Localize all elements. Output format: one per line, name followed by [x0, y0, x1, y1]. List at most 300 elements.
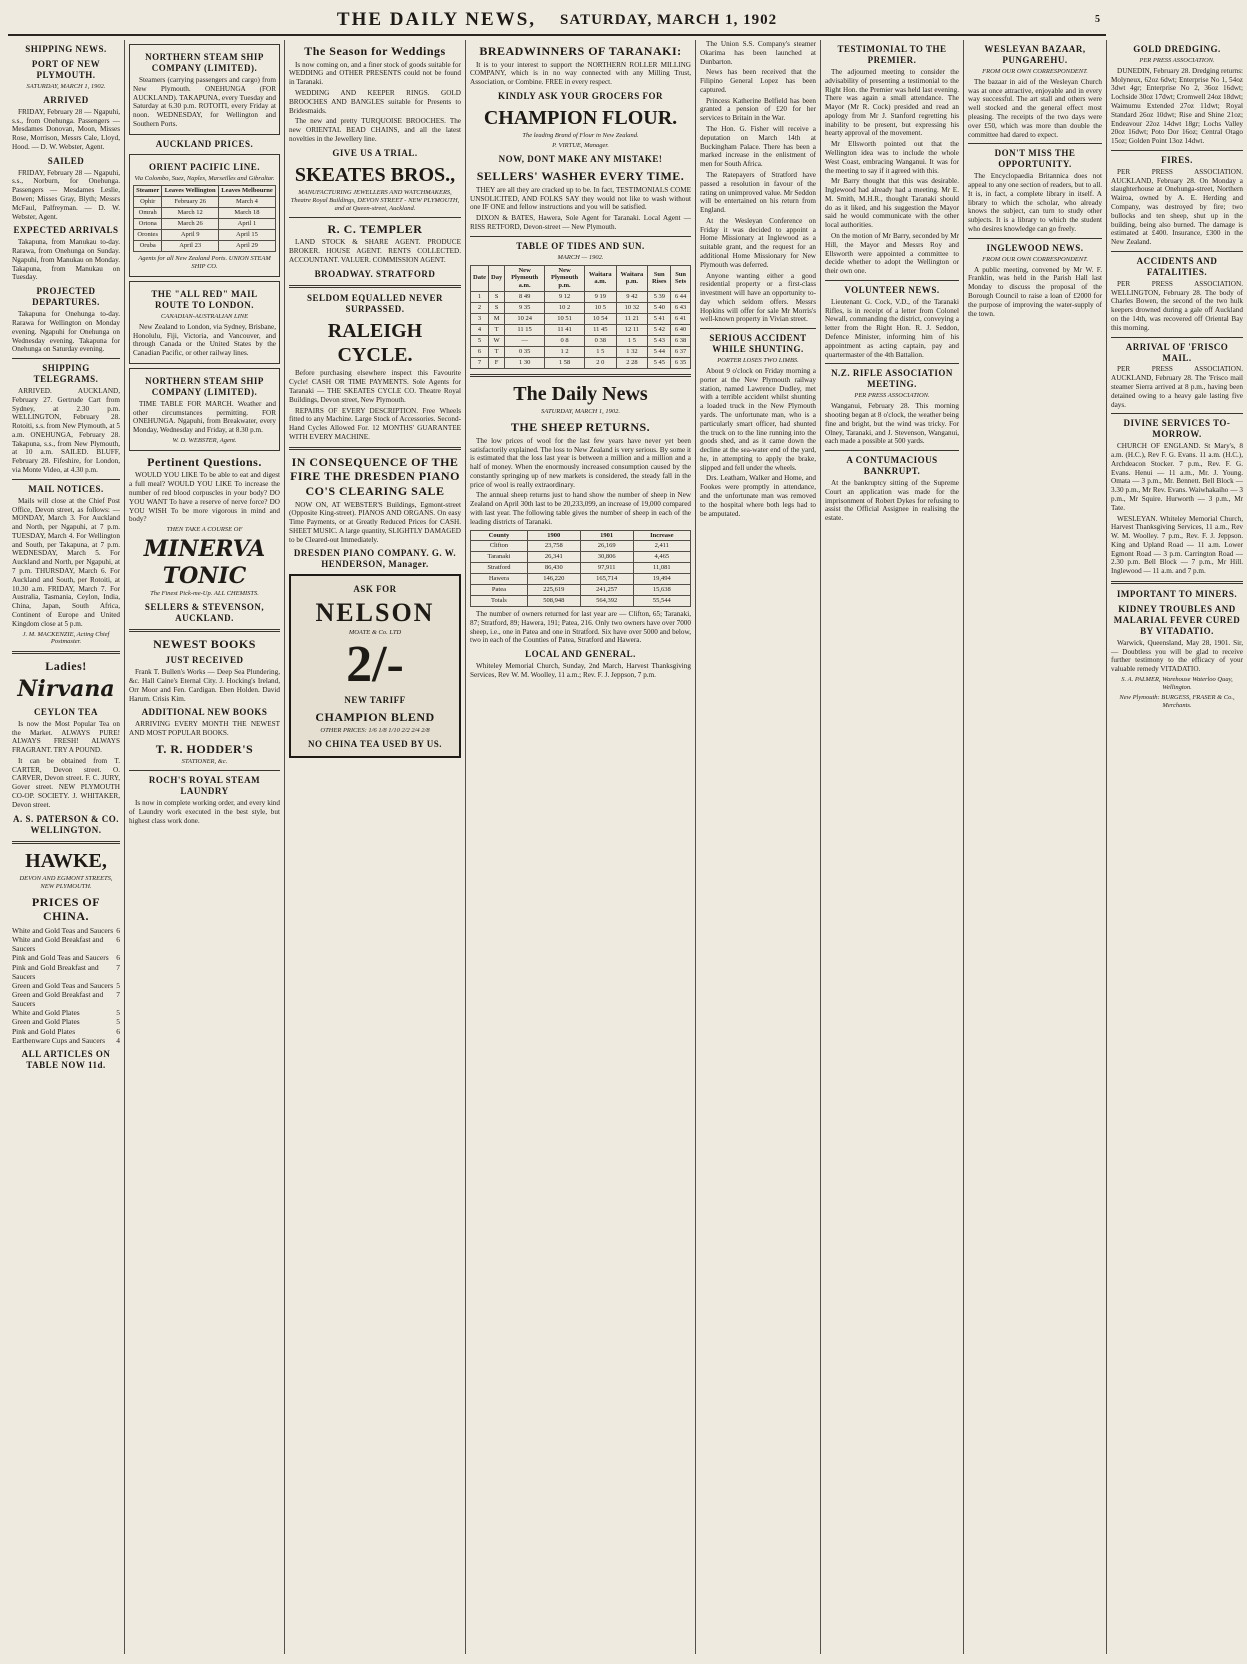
divider — [12, 358, 120, 359]
table-cell: S — [489, 303, 505, 314]
table-cell: 10 54 — [585, 314, 617, 325]
table-row — [471, 596, 691, 607]
table-cell: February 26 — [162, 197, 219, 208]
table-cell: April 23 — [162, 241, 219, 252]
table-cell: 5 39 — [648, 292, 671, 303]
table-row — [471, 303, 691, 314]
price-row — [12, 1017, 120, 1026]
orient-route: Via Colombo, Suez, Naples, Marseilles and Gibraltar. — [134, 174, 275, 182]
ladies-heading: Ladies! — [45, 659, 87, 674]
column-2 — [125, 40, 285, 1654]
northern-text: TIME TABLE FOR MARCH. Weather and other circumstances permitting. FOR ONEHUNGA. Ngapuhi, from Breakwater, every Monday, Wednesday and Friday, at 8.30 p.m. — [133, 399, 276, 435]
sheep-returns-text-3: The number of owners returned for last year are — Clifton, 65; Taranaki, 87; Stratford, 89; Hawera, 191; Patea, 216. Only two owners have over 7000 sheep, i.e., one in Patea and one in Stratford. Six have over 5000 and below, two in each of the Counties of Patea, Stratford and Hawera. — [470, 609, 691, 645]
price-item: Earthenware Cups and Saucers — [12, 1035, 106, 1045]
breadwinners-heading: BREADWINNERS OF TARANAKI: — [479, 44, 682, 58]
price-item: Green and Gold Teas and Saucers — [12, 980, 114, 990]
testimonial-text-4: On the motion of Mr Barry, seconded by Mr Hill, the Mayor and Messrs Roy and Ellsworth were appointed a committee to decide whether to adopt the Wellington or their own one. — [825, 232, 959, 276]
table-cell: Orontes — [134, 230, 162, 241]
postmaster-signature: J. M. MACKENZIE, Acting Chief Postmaster. — [22, 630, 110, 646]
local-heading: LOCAL AND GENERAL. — [525, 649, 636, 660]
price-row — [12, 990, 120, 1008]
arrived-heading: ARRIVED — [43, 94, 89, 105]
table-cell: 1 32 — [616, 346, 648, 357]
table-cell: March 12 — [162, 208, 219, 219]
miners-text: Warwick, Queensland, May 28, 1901. Sir, — Doubtless you will be glad to receive further testimony to the efficacy of your valuable remedy VITADATIO. — [1111, 638, 1243, 674]
china-heading: PRICES OF CHINA. — [31, 894, 101, 924]
skeates-sub: MANUFACTURING JEWELLERS AND WATCHMAKERS, Theatre Royal Buildings, DEVON STREET - NEW PLYMOUTH, and at Queen-street, Auckland. — [290, 189, 460, 212]
mail-heading: MAIL NOTICES. — [28, 483, 104, 494]
news-item: Anyone wanting either a good residential property or a first-class investment will have an opportunity to-day which seldom offers. Messrs Hopkins will offer for sale Mr Morris's well-known property in Vivian street. — [700, 271, 816, 324]
divider — [12, 841, 120, 844]
price-item: Pink and Gold Plates — [12, 1026, 76, 1036]
table-row — [471, 563, 691, 574]
divider — [289, 285, 461, 288]
table-cell: 5 44 — [648, 346, 671, 357]
table-cell: 9 12 — [545, 292, 585, 303]
table-cell: 0 8 — [545, 336, 585, 347]
ceylon-tea: CEYLON TEA — [33, 706, 99, 717]
table-cell: March 4 — [218, 197, 275, 208]
price-item: Green and Gold Plates — [12, 1017, 80, 1027]
nirvana-logo: Nirvana — [17, 675, 115, 702]
sailed-heading: SAILED — [47, 155, 85, 166]
steamship-heading: NORTHERN STEAM SHIP COMPANY (LIMITED). — [145, 52, 264, 73]
table-header-cell: 1900 — [527, 530, 580, 541]
table-cell: Taranaki — [471, 552, 528, 563]
table-cell: Patea — [471, 585, 528, 596]
sellers-text: THEY are all they are cracked up to be. In fact, TESTIMONIALS COME UNSOLICITED, AND FOLKS SAY they would not like to wash without one IF ONE and fellow instructions and you will be satisfied. — [470, 185, 691, 212]
table-cell: T — [489, 325, 505, 336]
table-header-cell: Leaves Wellington — [162, 186, 219, 197]
table-header-cell: Leaves Melbourne — [218, 186, 275, 197]
testimonial-text-3: Mr Barry thought that this was desirable. Inglewood had already had a meeting. Mr E. M. Smith, M.H.R., thought Taranaki should do as it liked, and his suggestion the Mayor said he would communicate with the other local authorities. — [825, 177, 959, 230]
orient-heading: ORIENT PACIFIC LINE. — [149, 161, 260, 172]
divider — [1111, 150, 1243, 151]
table-cell: 5 43 — [648, 336, 671, 347]
all-red-subheading: CANADIAN-AUSTRALIAN LINE — [160, 312, 249, 320]
nelson-tariff: NEW TARIFF — [344, 695, 406, 706]
hawke-heading: HAWKE, — [25, 849, 107, 872]
expected-text: Takapuna, from Manukau to-day. Rarawa, from Onehunga on Sunday. Ngapuhi, from Manukau on Monday. Takapuna, from Manukau on Tuesday. — [12, 238, 120, 282]
testimonial-text-2: Mr Ellsworth pointed out that the Wellington idea was to include the whole West Coast, embracing Wanganui. It was for the meeting to say if it agreed with this. — [825, 140, 959, 175]
accidents-text: PER PRESS ASSOCIATION. WELLINGTON, February 28. The body of Charles Bowen, the second of the two hulk keepers drowned during a gale off Auckland on the 14th, was recovered off Oriental Bay this morning. — [1111, 279, 1243, 332]
miners-signature: S. A. PALMER, Warehouse Waterloo Quay, Wellington. — [1121, 676, 1233, 691]
table-cell: 11 21 — [616, 314, 648, 325]
table-cell: 3 — [471, 314, 489, 325]
hawke-address: DEVON AND EGMONT STREETS, NEW PLYMOUTH. — [19, 874, 113, 890]
frisco-text: PER PRESS ASSOCIATION. AUCKLAND, February 28. The 'Frisco mail steamer Sierra arrived at 8 p.m., having been detained owing to a heavy gale lasting five days. — [1111, 365, 1243, 409]
agents-text: It can be obtained from T. CARTER, Devon street. O. CARVER, Devon street. F. C. JURY, Gover street. NEW PLYMOUTH CO-OP. SOCIETY. J. WHITAKER, Devon street. — [12, 756, 120, 809]
table-cell: 1 5 — [585, 346, 617, 357]
books-subheading: JUST RECEIVED — [165, 655, 244, 666]
templer-heading: R. C. TEMPLER — [327, 221, 423, 236]
table-cell: S — [489, 292, 505, 303]
table-cell: 6 44 — [671, 292, 691, 303]
table-cell: Hawera — [471, 574, 528, 585]
price-row — [12, 981, 120, 990]
nelson-company: MOATE & Co. LTD — [348, 629, 402, 637]
table-header-cell: 1901 — [580, 530, 633, 541]
sheep-returns-heading: THE SHEEP RETURNS. — [510, 420, 651, 435]
table-row — [471, 292, 691, 303]
pertinent-heading: Pertinent Questions. — [147, 454, 262, 469]
additional-books-text: ARRIVING EVERY MONTH THE NEWEST AND MOST POPULAR BOOKS. — [129, 720, 280, 738]
bankrupt-heading: A CONTUMACIOUS BANKRUPT. — [846, 455, 938, 477]
table-cell: 11 45 — [585, 325, 617, 336]
price-row — [12, 963, 120, 981]
divider — [1111, 413, 1243, 414]
nelson-prices: OTHER PRICES: 1/6 1/8 1/10 2/2 2/4 2/8 — [320, 726, 430, 734]
table-cell: 165,714 — [580, 574, 633, 585]
price-value: 5 — [116, 1008, 120, 1018]
table-cell: March 26 — [162, 219, 219, 230]
table-cell: 10 5 — [585, 303, 617, 314]
piano-heading: IN CONSEQUENCE OF THE FIRE THE DRESDEN PIANO CO'S CLEARING SALE — [290, 454, 460, 498]
breadwinners-text: It is to your interest to support the NORTHERN ROLLER MILLING COMPANY, which is in no way connected with any Milling Trust, Association, or Combine. FREE in every respect. — [470, 60, 691, 87]
opportunity-text: The Encyclopaedia Britannica does not appeal to any one section of readers, but to all. It is, in fact, a complete library in itself. A library to which the scholar, who already knows the subject, can turn to study other subjects. It is a library to which the student who desires knowledge can go freely. — [968, 172, 1102, 233]
news-item: At the Wesleyan Conference on Friday it was decided to appoint a Home Missionary at Inglewood as a suitable grant, and the request for an additional Home Missionary for New Plymouth was deferred. — [700, 216, 816, 269]
union-agents: Agents for all New Zealand Ports. UNION STEAM SHIP CO. — [138, 255, 271, 270]
table-cell: 12 11 — [616, 325, 648, 336]
table-cell: 5 40 — [648, 303, 671, 314]
news-item: News has been received that the Filipino General Lopez has been captured. — [700, 68, 816, 94]
price-item: Green and Gold Breakfast and Saucers — [12, 990, 104, 1009]
wedding-rings-text: WEDDING AND KEEPER RINGS. GOLD BROOCHES AND BANGLES suitable for Presents to Bridesmaids. — [289, 88, 461, 115]
table-cell: 2 0 — [585, 357, 617, 368]
miners-heading: IMPORTANT TO MINERS. — [1116, 589, 1238, 600]
table-cell: 225,619 — [527, 585, 580, 596]
all-red-ad — [129, 281, 280, 364]
northern-signature: W. D. WEBSTER, Agent. — [172, 436, 237, 444]
accident-heading: SERIOUS ACCIDENT WHILE SHUNTING. — [709, 333, 807, 355]
bazaar-heading: WESLEYAN BAZAAR, PUNGAREHU. — [984, 44, 1086, 65]
table-cell: 10 2 — [545, 303, 585, 314]
table-cell: 15,638 — [633, 585, 690, 596]
table-cell: 6 38 — [671, 336, 691, 347]
table-cell: 6 35 — [671, 357, 691, 368]
gold-text: DUNEDIN, February 28. Dredging returns: Molyneux, 62oz 6dwt; Enterprise No 1, 54oz 3dwt 4gr; Enterprise No 2, 36oz 16dwt; Lochside 30oz 17dwt; Cromwell 24oz 18dwt; Waimumu Extended 27oz 11dwt; Royal Standard 26oz 10dwt; Rise and Shine 21oz; Endeavour 22oz 14dwt 18gr; Lochs Valley 20oz 16dwt; Poto Dor 16oz; Central Otago 15oz; Golden Point 13oz 14dwt. — [1111, 66, 1243, 146]
table-cell: 5 45 — [648, 357, 671, 368]
table-row — [134, 208, 276, 219]
raleigh-pre: SELDOM EQUALLED NEVER SURPASSED. — [306, 292, 444, 314]
divider — [12, 651, 120, 654]
bazaar-text: The bazaar in aid of the Wesleyan Church was at once attractive, enjoyable and in every way successful. The art stall and others were well stocked and the general effect most pleasing. The receipts of the two days were over £50, which was more than double the committee had dared to expect. — [968, 77, 1102, 139]
table-row — [134, 219, 276, 230]
testimonial-heading: TESTIMONIAL TO THE PREMIER. — [837, 44, 947, 65]
divider — [1111, 337, 1243, 338]
table-cell: 11 15 — [505, 325, 545, 336]
table-row — [471, 357, 691, 368]
price-item: White and Gold Plates — [12, 1008, 80, 1018]
table-cell: Ortona — [134, 219, 162, 230]
table-row — [471, 585, 691, 596]
china-footer: ALL ARTICLES ON TABLE NOW 11d. — [21, 1048, 111, 1070]
table-cell: 5 42 — [648, 325, 671, 336]
champion-signature: P. VIRTUE, Manager. — [552, 142, 609, 150]
table-header-cell: New Plymouth p.m. — [545, 265, 585, 292]
accidents-heading: ACCIDENTS AND FATALITIES. — [1136, 255, 1218, 277]
table-cell: 6 43 — [671, 303, 691, 314]
table-cell: 2 — [471, 303, 489, 314]
table-cell: March 18 — [218, 208, 275, 219]
pertinent-text: WOULD YOU LIKE To be able to eat and digest a full meal? WOULD YOU LIKE To increase the number of red blood corpuscles in your body? DO YOU WANT To have a reserve of nerve force? DO YOU WISH To be more vigorous in mind and body? — [129, 471, 280, 524]
table-cell: 146,220 — [527, 574, 580, 585]
divine-text-2: WESLEYAN. Whiteley Memorial Church, Harvest Thanksgiving Services, 11 a.m., Rev W. M. Woolley. 7 p.m., Rev. F. J. Jeppson. King and Upland Road — 11 a.m. Lower Egmont Road — 3 p.m. Carrington Road — 2.30 p.m. Bell Block — 7 p.m., Mr Hill. Inglewood — 11 a.m. and 7 p.m. — [1111, 514, 1243, 576]
divider — [470, 374, 691, 377]
table-cell: 7 — [471, 357, 489, 368]
table-header-cell: County — [471, 530, 528, 541]
table-cell: 55,544 — [633, 596, 690, 607]
inglewood-text: A public meeting, convened by Mr W. F. Franklin, was held in the Parish Hall last Monday to discuss the proposal of the Borough Council to raise a loan of £2000 for the purpose of improving the water-supply of the town. — [968, 265, 1102, 318]
divider — [825, 280, 959, 281]
nelson-logo: NELSON — [315, 598, 435, 628]
price-value: 4 — [116, 1035, 120, 1045]
northern-heading: NORTHERN STEAM SHIP COMPANY (LIMITED). — [145, 375, 264, 397]
table-cell: 1 2 — [545, 346, 585, 357]
table-cell: T — [489, 346, 505, 357]
additional-books-heading: ADDITIONAL NEW BOOKS — [141, 707, 268, 718]
china-price-list — [12, 926, 120, 1045]
mistake-heading: NOW, DONT MAKE ANY MISTAKE! — [498, 154, 663, 165]
price-row — [12, 953, 120, 962]
bankrupt-text: At the bankruptcy sitting of the Supreme Court an application was made for the imprisonment of Robert Dykes for refusing to assist the Official Assignee in realising the estate. — [825, 479, 959, 523]
table-cell: 23,758 — [527, 541, 580, 552]
divider — [1111, 581, 1243, 584]
volunteer-text: Lieutenant G. Cock, V.D., of the Taranaki Rifles, is in receipt of a letter from Colonel Newall, commanding the district, conveying a letter from the Right Hon. R. J. Seddon, Defence Minister, informing him of his appointment as acting captain, pay and quartermaster of the 4th Battalion. — [825, 297, 959, 359]
price-item: White and Gold Teas and Saucers — [12, 926, 114, 936]
price-value: 7 — [116, 962, 120, 972]
accident-text: About 9 o'clock on Friday morning a porter at the New Plymouth railway station, named Lawrence Dudley, met with a terrible accident whilst shunting a loaded truck in the New Plymouth yards. The unfortunate man, who is a particularly smart officer, had shunted the truck on to the line running into the goods shed, and as it came down the decline at the sea-water end of the yard, he, in attempting to apply the brake, slipped and fell under the wheels. — [700, 367, 816, 472]
table-cell: F — [489, 357, 505, 368]
sheep-returns-text-2: The annual sheep returns just to hand show the number of sheep in New Zealand on April 30th last to be 20,233,099, an increase of 19,000 compared with last year. The following table gives the number of sheep in each of the leading districts of Taranaki. — [470, 491, 691, 526]
table-row — [471, 574, 691, 585]
table-cell: 6 — [471, 346, 489, 357]
table-cell: Totals — [471, 596, 528, 607]
steamship-text: Steamers (carrying passengers and cargo) from New Plymouth. ONEHUNGA (FOR AUCKLAND). TAKAPUNA, every Tuesday and Saturday at 6.30 p.m. ROTOITI, every Friday at noon. WEDNESDAY, for Wellington and Southern Ports. — [133, 75, 276, 128]
local-text: Whiteley Memorial Church, Sunday, 2nd March, Harvest Thanksgiving Services, Rev W. M. Woolley, 11 a.m.; Rev. F. J. Jeppson, 7 p.m. — [470, 662, 691, 679]
divider — [289, 217, 461, 218]
table-cell: 2,411 — [633, 541, 690, 552]
table-cell: 1 58 — [545, 357, 585, 368]
price-row — [12, 1027, 120, 1036]
nelson-price-figure: 2/- — [346, 636, 404, 694]
price-value: 5 — [116, 1017, 120, 1027]
table-cell: 1 5 — [616, 336, 648, 347]
nelson-footer: NO CHINA TEA USED BY US. — [307, 738, 443, 749]
minerva-signature: SELLERS & STEVENSON, AUCKLAND. — [144, 601, 265, 623]
table-cell: April 1 — [218, 219, 275, 230]
price-value: 6 — [116, 926, 120, 936]
sellers-heading: SELLERS' WASHER EVERY TIME. — [476, 169, 685, 184]
news-item: The Ratepayers of Stratford have passed a resolution in favour of the rating on unimproved value. Mr Seddon will be entertained on his return from England. — [700, 170, 816, 215]
daily-news-date: SATURDAY, MARCH 1, 1902. — [541, 408, 620, 416]
price-item: White and Gold Breakfast and Saucers — [12, 935, 104, 954]
books-text: Frank T. Bullen's Works — Deep Sea Plundering, &c. Hall Caine's Eternal City. J. Hocking's Ireland, Orr Moor and Fen. Cardigan. Eben Holden. David Harum. Crisis Kim. — [129, 668, 280, 703]
nelson-blend: CHAMPION BLEND — [315, 709, 435, 724]
table-header-cell: Waitara p.m. — [616, 265, 648, 292]
daily-news-banner: The Daily News — [513, 382, 648, 405]
table-row — [471, 346, 691, 357]
laundry-heading: ROCH'S ROYAL STEAM LAUNDRY — [148, 775, 261, 797]
inglewood-subheading: FROM OUR OWN CORRESPONDENT. — [982, 255, 1088, 263]
orient-timetable — [133, 185, 276, 252]
price-value: 7 — [116, 990, 120, 999]
table-cell: 4 — [471, 325, 489, 336]
column-4 — [466, 40, 696, 1654]
divine-text: CHURCH OF ENGLAND. St Mary's, 8 a.m. (H.C.), Rev F. G. Evans. 11 a.m. (H.C.), Archdeacon Stocker. 7 p.m., Rev. F. G. Evans. Henui — 11 a.m., Mr. J. Young. Omata — 3 p.m., Mr. Bennett. Bell Block — 3.30 p.m., Mr Rev. Evans. Waiwhakaiho — 3 p.m., Mr Squire. Hurworth — 3 p.m., Mr Tate. — [1111, 442, 1243, 512]
weddings-text: Is now coming on, and a finer stock of goods suitable for WEDDING and OTHER PRESENTS could not be found in Taranaki. — [289, 60, 461, 87]
table-row — [471, 336, 691, 347]
kindly-ask: KINDLY ASK YOUR GROCERS FOR — [497, 90, 664, 101]
champion-text: The leading Brand of Flour in New Zealand. — [522, 132, 639, 140]
table-cell: 26,169 — [580, 541, 633, 552]
table-cell: 0 38 — [585, 336, 617, 347]
divider — [129, 770, 280, 771]
table-cell: 5 — [471, 336, 489, 347]
champion-flour: CHAMPION FLOUR. — [483, 106, 678, 129]
column-1 — [8, 40, 125, 1654]
table-cell: 10 51 — [545, 314, 585, 325]
page-number: 5 — [1095, 14, 1100, 25]
arrived-text: FRIDAY, February 28 — Ngapuhi, s.s., from Onehunga. Passengers — Mesdames Donovan, Moon, Misses Rose, Morrison, Messrs Cale, Lloyd, Hood. — D. W. Webster, Agent. — [12, 107, 120, 151]
price-value: 6 — [116, 1026, 120, 1036]
inglewood-heading: INGLEWOOD NEWS. — [986, 242, 1084, 253]
divider — [825, 450, 959, 451]
table-cell: April 9 — [162, 230, 219, 241]
all-red-text: New Zealand to London, via Sydney, Brisbane, Honolulu, Fiji, Victoria, and Vancouver, and through Canada or the United States by the Canadian Pacific, or other railway lines. — [133, 322, 276, 358]
divider — [289, 447, 461, 450]
steamship-ad — [129, 44, 280, 135]
dixon-text: DIXON & BATES, Hawera, Sole Agent for Taranaki. Local Agent — RISS RETFORD, Devon-street — New Plymouth. — [470, 214, 691, 231]
table-cell: 11,081 — [633, 563, 690, 574]
table-row — [471, 325, 691, 336]
sailed-text: FRIDAY, February 28 — Ngapuhi, s.s., Norburn, for Onehunga. Passengers — Mesdames Leslie, Bowen; Misses Gray, Blyth; Messrs McFaul, Palfreyman. — D. W. Webster, Agent. — [12, 168, 120, 221]
bazaar-subheading: FROM OUR OWN CORRESPONDENT. — [982, 67, 1088, 75]
table-cell: 19,494 — [633, 574, 690, 585]
divider — [968, 238, 1102, 239]
northern-steam-ad — [129, 368, 280, 451]
price-item: Pink and Gold Teas and Saucers — [12, 953, 109, 963]
table-cell: 9 42 — [616, 292, 648, 303]
table-header-cell: Sun Sets — [671, 265, 691, 292]
table-row — [471, 541, 691, 552]
gold-subheading: PER PRESS ASSOCIATION. — [1139, 56, 1215, 64]
volunteer-heading: VOLUNTEER NEWS. — [844, 284, 940, 295]
table-row — [134, 241, 276, 252]
table-row — [471, 552, 691, 563]
column-6 — [821, 40, 964, 1654]
table-cell: 86,430 — [527, 563, 580, 574]
masthead — [8, 6, 1106, 36]
books-heading: NEWEST BOOKS — [153, 636, 256, 651]
table-cell: April 29 — [218, 241, 275, 252]
table-cell: — — [505, 336, 545, 347]
table-row — [471, 314, 691, 325]
orient-line-ad — [129, 154, 280, 277]
table-cell: Ophir — [134, 197, 162, 208]
news-item: Princess Katherine Belfield has been granted a pension of £20 for her services to Britain in the War. — [700, 96, 816, 123]
price-row — [12, 926, 120, 935]
table-header-cell: New Plymouth a.m. — [505, 265, 545, 292]
testimonial-text: The adjourned meeting to consider the advisability of presenting a testimonial to the Right Hon. the Premier was held last evening. There was again a small attendance. The Mayor (Mr R. Cock) presided and read an apology from Mr J. Stanford regretting his inability to be present, but expressing his hearty approval of the movement. — [825, 67, 959, 138]
table-cell: 241,257 — [580, 585, 633, 596]
frisco-heading: ARRIVAL OF 'FRISCO MAIL. — [1125, 341, 1229, 363]
news-item: The Union S.S. Company's steamer Okarima has been launched at Dunbarton. — [700, 40, 816, 66]
divine-heading: DIVINE SERVICES TO-MORROW. — [1123, 418, 1231, 440]
column-3 — [285, 40, 466, 1654]
table-header-cell: Increase — [633, 530, 690, 541]
column-7 — [964, 40, 1107, 1654]
table-cell: 97,911 — [580, 563, 633, 574]
port-heading: PORT OF NEW PLYMOUTH. — [31, 58, 101, 80]
opportunity-heading: DON'T MISS THE OPPORTUNITY. — [994, 148, 1076, 170]
price-value: 6 — [116, 953, 120, 963]
price-item: Pink and Gold Breakfast and Saucers — [12, 962, 99, 981]
raleigh-text-2: REPAIRS OF EVERY DESCRIPTION. Free Wheels fitted to any Machine. Large Stock of Accessories. Second-Hand Cycles Allowed For. 12 MONTHS' GUARANTEE WITH EVERY MACHINE. — [289, 406, 461, 441]
table-cell: April 15 — [218, 230, 275, 241]
skeates-heading: SKEATES BROS., — [294, 163, 456, 186]
templer-text: LAND STOCK & SHARE AGENT. PRODUCE BROKER. HOUSE AGENT. RENTS COLLECTED. ACCOUNTANT. VALUER. COMMISSION AGENT. — [289, 238, 461, 264]
nelson-tea-ad — [289, 574, 461, 757]
shipping-date: SATURDAY, MARCH 1, 1902. — [26, 82, 106, 90]
table-cell: M — [489, 314, 505, 325]
nelson-ask: ASK FOR — [353, 584, 397, 595]
rifle-subheading: PER PRESS ASSOCIATION. — [854, 392, 930, 400]
divider — [700, 328, 816, 329]
shipping-heading: SHIPPING NEWS. — [25, 44, 107, 54]
raleigh-text: Before purchasing elsewhere inspect this Favourite Cycle! CASH OR TIME PAYMENTS. Sole Agents for Taranaki — THE SKEATES CYCLE CO. Theatre Royal Buildings, Devon street, New Plymouth. — [289, 369, 461, 404]
tides-month: MARCH — 1902. — [557, 253, 604, 261]
price-row — [12, 1036, 120, 1045]
table-cell: 1 — [471, 292, 489, 303]
piano-signature: DRESDEN PIANO COMPANY. G. W. HENDERSON, Manager. — [293, 548, 457, 570]
rifle-text: Wanganui, February 28. This morning shooting began at 8 o'clock, the weather being fine and bright, but the wind was tricky. For Olney, Taranaki, and J. Stevenson, Wanganui, each made a possible at 500 yards. — [825, 402, 959, 446]
table-header-cell: Day — [489, 265, 505, 292]
table-cell: 1 30 — [505, 357, 545, 368]
table-cell: Clifton — [471, 541, 528, 552]
accident-text-2: Drs. Leatham, Walker and Home, and Fookes were promptly in attendance, and the unfortunate man was removed to the hospital where both legs had to be amputated. — [700, 474, 816, 518]
table-cell: 6 37 — [671, 346, 691, 357]
table-cell: 6 40 — [671, 325, 691, 336]
issue-date: SATURDAY, MARCH 1, 1902 — [560, 11, 778, 28]
news-item: The Hon. G. Fisher will receive a deputation on March 14th at Buckingham Palace. There has been a marked increase in the enlistment of men for South Africa. — [700, 125, 816, 169]
price-row — [12, 935, 120, 953]
table-cell: 5 41 — [648, 314, 671, 325]
column-5 — [696, 40, 821, 1654]
all-red-heading: THE "ALL RED" MAIL ROUTE TO LONDON. — [151, 288, 258, 310]
turquoise-text: The new and pretty TURQUOISE BROOCHES. The new ORIENTAL BEAD CHAINS, and all the latest novelties in the Jewellery line. — [289, 117, 461, 143]
divider — [1111, 251, 1243, 252]
miners-footer: New Plymouth: BURGESS, FRASER & Co., Merchants. — [1119, 693, 1235, 709]
gold-heading: GOLD DREDGING. — [1133, 44, 1221, 54]
table-cell: Omrah — [134, 208, 162, 219]
table-cell: Oruba — [134, 241, 162, 252]
projected-heading: PROJECTED DEPARTURES. — [32, 286, 100, 308]
tides-table — [470, 265, 691, 369]
table-cell: Stratford — [471, 563, 528, 574]
hodder-sub: STATIONER, &c. — [181, 758, 228, 766]
table-row — [134, 197, 276, 208]
table-cell: 9 19 — [585, 292, 617, 303]
table-header-cell: Waitara a.m. — [585, 265, 617, 292]
piano-text: NOW ON, AT WEBSTER'S Buildings, Egmont-street (Opposite King-street). PIANOS AND ORGANS. On easy Time Payments, or at Greatly Reduced Prices for CASH. SHEET MUSIC. A large quantity, SLIGHTLY DAMAGED to be Cleared-out Immediately. — [289, 500, 461, 544]
table-cell: 26,341 — [527, 552, 580, 563]
nirvana-text: Is now the Most Popular Tea on the Market. ALWAYS PURE! ALWAYS FRESH! ALWAYS FRAGRANT. TRY A POUND. — [12, 719, 120, 755]
sheep-returns-text: The low prices of wool for the last few years have never yet been satisfactorily explained. The loss to New Zealand is very serious. By some it is estimated that the loss last year is between a million and a million and a half of money. When the enormously increased consumption caused by the constantly springing up of new markets is considered, the steady fall in the price of wool is really extraordinary. — [470, 436, 691, 489]
table-cell: 0 35 — [505, 346, 545, 357]
price-value: 6 — [116, 935, 120, 945]
sheep-table — [470, 530, 691, 607]
